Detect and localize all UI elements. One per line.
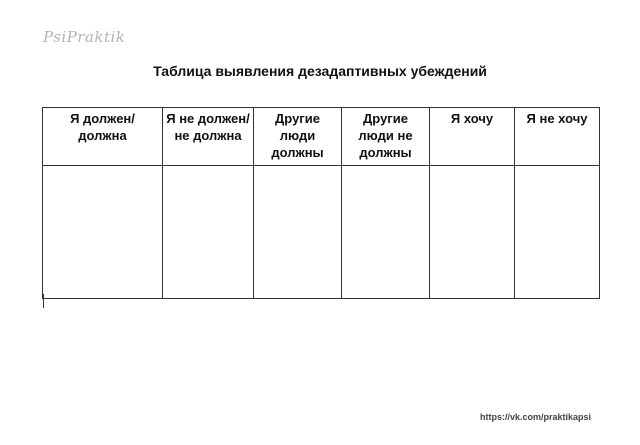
column-header-i-must: Я должен/должна [43,108,163,166]
beliefs-table [42,107,600,299]
page-title: Таблица выявления дезадаптивных убеждений [153,63,487,79]
brand-logo: PsiPraktik [43,28,126,46]
table-header-row [43,108,600,166]
column-header-i-want: Я хочу [430,108,515,166]
text-cursor [43,294,44,308]
table-cell[interactable] [515,166,600,299]
table-cell[interactable] [163,166,254,299]
table-row [43,166,600,299]
column-header-i-must-not: Я не должен/не должна [163,108,254,166]
footer-link[interactable]: https://vk.com/praktikapsi [479,412,591,422]
table-cell[interactable] [43,166,163,299]
column-header-others-must-not: Другие люди не должны [342,108,430,166]
column-header-others-must: Другие люди должны [254,108,342,166]
table-cell[interactable] [254,166,342,299]
table-cell[interactable] [342,166,430,299]
column-header-i-dont-want: Я не хочу [515,108,600,166]
table-cell[interactable] [430,166,515,299]
